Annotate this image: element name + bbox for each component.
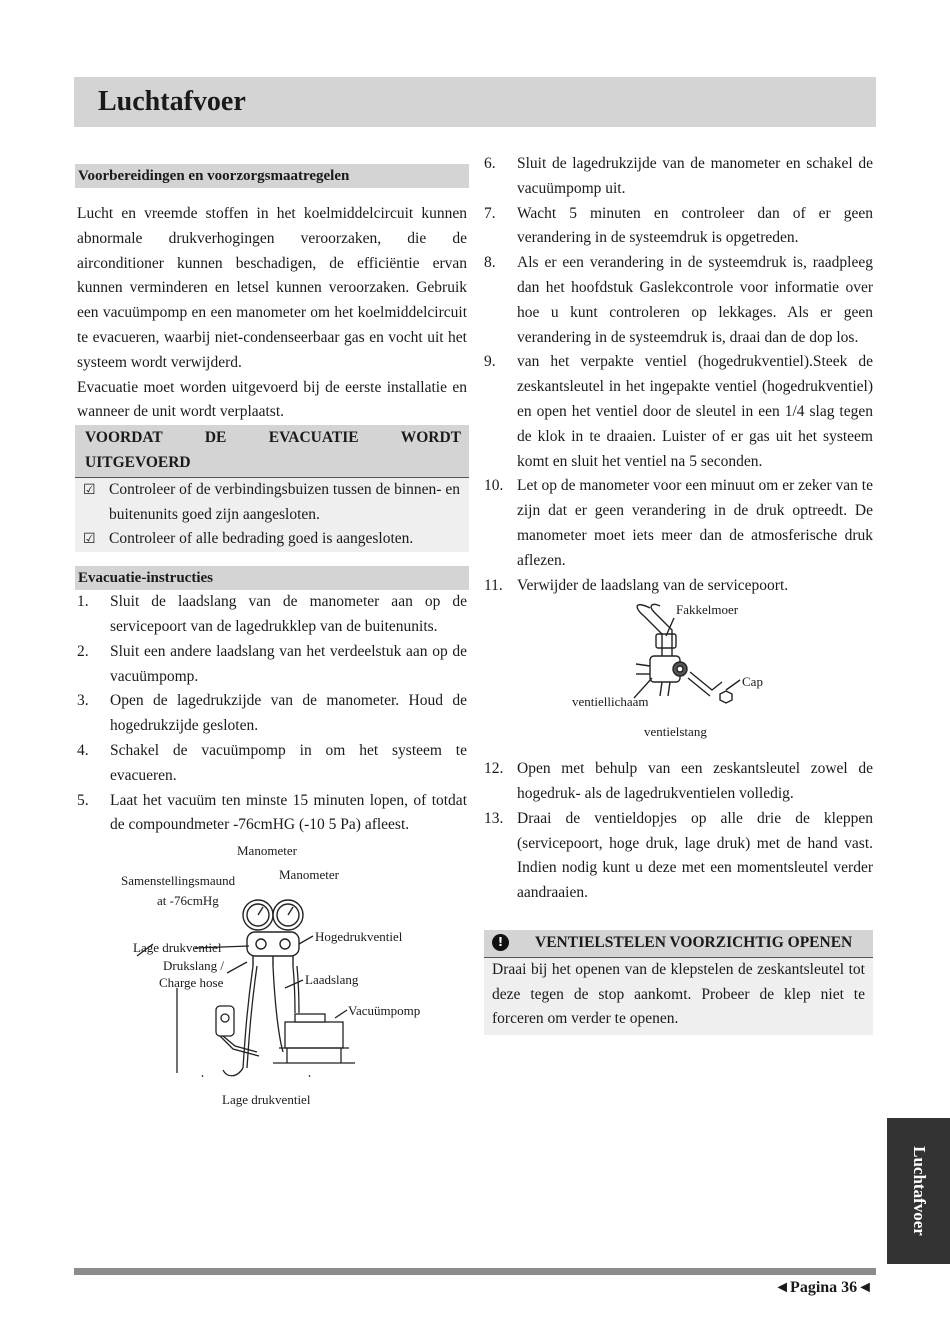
step-text: van het verpakte ventiel (hogedrukventiel).Steek de zeskantsleutel in het ingepakte ventiel (hogedrukventiel) en open het ventiel door de sleutel in een 1/4 slag tegen de klok in te draaien. Luister of er gas uit het systeem komt en sluit het ventiel na 5 seconden. bbox=[517, 353, 873, 470]
step-number: 9. bbox=[484, 353, 496, 371]
label-hose-2: Charge hose bbox=[159, 975, 224, 991]
check-item bbox=[75, 527, 469, 552]
label-low-pressure-valve: Lage drukventiel bbox=[133, 940, 222, 956]
title-bar bbox=[74, 77, 876, 127]
step-number: 8. bbox=[484, 254, 496, 272]
label-cap: Cap bbox=[742, 674, 763, 690]
page-number: ◄Pagina 36◄ bbox=[774, 1279, 873, 1296]
step-item bbox=[77, 640, 467, 690]
caution-text: Draai bij het openen van de klepstelen de zeskantsleutel tot deze tegen de stop aankomt. Probeer de klep niet te forceren om verder te openen. bbox=[492, 960, 865, 1028]
evacuation-steps bbox=[77, 590, 467, 838]
manifold-gauge-diagram bbox=[77, 838, 467, 1122]
step-item bbox=[484, 807, 873, 906]
step-item bbox=[77, 789, 467, 839]
label-manometer-right: Manometer bbox=[279, 867, 339, 883]
service-valve-shape bbox=[216, 1006, 234, 1036]
before-evacuation-heading-line1: VOORDAT DE EVACUATIE WORDT bbox=[85, 429, 461, 447]
section-heading-preparations: Voorbereidingen en voorzorgsmaatregelen bbox=[75, 164, 469, 188]
step-text: Open met behulp van een zeskantsleutel zowel de hogedruk- als de lagedrukventielen volledig. bbox=[517, 760, 873, 802]
side-chapter-tab bbox=[887, 1118, 950, 1264]
left-column bbox=[77, 164, 467, 1122]
checkbox-checked-icon: ☑ bbox=[83, 531, 96, 548]
manifold-body-shape bbox=[247, 932, 299, 956]
step-text: Sluit een andere laadslang van het verdeelstuk aan op de vacuümpomp. bbox=[110, 642, 467, 685]
vacuum-pump-shape bbox=[285, 1022, 343, 1048]
step-text: Draai de ventieldopjes op alle drie de kleppen (servicepoort, hoge druk, lage druk) met de hand vast. Indien nodig kunt u deze met een momentsleutel verder aandraaien. bbox=[517, 809, 873, 902]
label-manometer-top: Manometer bbox=[237, 843, 297, 859]
right-column bbox=[484, 152, 873, 1035]
step-item bbox=[77, 590, 467, 640]
step-item bbox=[484, 574, 873, 599]
step-text: Verwijder de laadslang van de servicepoort. bbox=[517, 576, 789, 594]
caution-heading bbox=[484, 930, 873, 958]
charge-hose-shape bbox=[273, 966, 283, 1052]
step-item bbox=[484, 152, 873, 202]
exclamation-icon: ! bbox=[492, 934, 509, 951]
step-text: Laat het vacuüm ten minste 15 minuten lopen, of totdat de compoundmeter -76cmHG (-10 5 Pa) afleest. bbox=[110, 791, 467, 834]
evacuation-steps-continued bbox=[484, 152, 873, 598]
section-heading-instructions: Evacuatie-instructies bbox=[75, 566, 469, 590]
checkbox-checked-icon: ☑ bbox=[83, 481, 96, 498]
step-text: Schakel de vacuümpomp in om het systeem te evacueren. bbox=[110, 741, 467, 784]
step-text: Als er een verandering in de systeemdruk is, raadpleeg dan het hoofdstuk Gaslekcontrole voor informatie over hoe u kunt controleren op lekkages. Als er geen verandering in de systeemdruk is, draai dan de dop los. bbox=[517, 254, 873, 346]
step-text: Open de lagedrukzijde van de manometer. Houd de hogedrukzijde gesloten. bbox=[110, 692, 467, 735]
evacuation-note: Evacuatie moet worden uitgevoerd bij de eerste installatie en wanneer de unit wordt verplaatst. bbox=[77, 378, 467, 421]
step-item bbox=[484, 350, 873, 474]
label-compound-gauge-1: Samenstellingsmaund bbox=[121, 873, 236, 889]
side-chapter-label: Luchtafvoer bbox=[909, 1146, 929, 1236]
before-evacuation-heading bbox=[75, 425, 469, 478]
before-evacuation-heading-line2: UITGEVOERD bbox=[85, 453, 191, 471]
step-item bbox=[484, 202, 873, 252]
step-text: Let op de manometer voor een minuut om er zeker van te zijn dat er geen verandering in de druk optreedt. De manometer moet iets meer dan de atmosferische druk aflezen. bbox=[517, 477, 873, 569]
step-text: Sluit de laadslang van de manometer aan op de servicepoort van de lagedrukklep van de buitenunits. bbox=[110, 593, 467, 635]
label-low-pressure-valve-bottom: Lage drukventiel bbox=[222, 1092, 311, 1108]
label-charge-hose: Laadslang bbox=[305, 972, 359, 988]
pipe-shape bbox=[637, 605, 662, 658]
label-valve-stem: ventielstang bbox=[644, 724, 707, 740]
step-number: 6. bbox=[484, 155, 496, 172]
step-number: 3. bbox=[77, 692, 89, 710]
label-compound-gauge-2: at -76cmHg bbox=[157, 893, 219, 909]
step-number: 10. bbox=[484, 477, 504, 495]
flare-nut-shape bbox=[656, 634, 676, 648]
step-number: 11. bbox=[484, 576, 503, 594]
footer-rule bbox=[74, 1268, 876, 1275]
label-flare-nut: Fakkelmoer bbox=[676, 602, 739, 618]
label-vacuum-pump: Vacuümpomp bbox=[348, 1003, 421, 1019]
caution-title: VENTIELSTELEN VOORZICHTIG OPENEN bbox=[535, 933, 853, 951]
label-valve-body: ventiellichaam bbox=[572, 694, 649, 710]
label-hose-1: Drukslang / bbox=[163, 958, 225, 974]
cap-shape bbox=[720, 691, 732, 703]
step-text: Wacht 5 minuten en controleer dan of er geen verandering in de systeemdruk is opgetreden. bbox=[517, 204, 873, 247]
caution-box bbox=[484, 930, 873, 1035]
step-item bbox=[77, 689, 467, 739]
valve-diagram bbox=[484, 598, 873, 757]
step-number: 13. bbox=[484, 809, 504, 827]
check-item bbox=[75, 478, 469, 528]
step-number: 7. bbox=[484, 204, 496, 222]
step-number: 5. bbox=[77, 791, 89, 809]
step-number: 12. bbox=[484, 760, 504, 778]
label-high-pressure-valve: Hogedrukventiel bbox=[315, 929, 403, 945]
check-item-text: Controleer of de verbindingsbuizen tussen de binnen- en buitenunits goed zijn aangesloten. bbox=[109, 480, 460, 523]
step-number: 2. bbox=[77, 642, 89, 660]
check-item-text: Controleer of alle bedrading goed is aangesloten. bbox=[109, 530, 414, 548]
step-number: 1. bbox=[77, 593, 89, 611]
step-item bbox=[77, 739, 467, 789]
step-item bbox=[484, 474, 873, 573]
intro-paragraph: Lucht en vreemde stoffen in het koelmiddelcircuit kunnen abnormale drukverhogingen veroorzaken, die de airconditioner kunnen beschadigen, de efficiëntie ervan kunnen verminderen en letsel kunnen veroorzaken. Gebruik een vacuümpomp en een manometer om het koelmiddelcircuit te evacueren, waarbij niet-condenseerbaar gas en vocht uit het systeem wordt verwijderd. bbox=[77, 205, 467, 371]
evacuation-steps-final bbox=[484, 757, 873, 906]
step-item bbox=[484, 757, 873, 807]
hex-key-shape bbox=[690, 672, 722, 690]
step-text: Sluit de lagedrukzijde van de manometer en schakel de vacuümpomp uit. bbox=[517, 155, 873, 197]
step-item bbox=[484, 251, 873, 350]
page-title: Luchtafvoer bbox=[98, 86, 246, 117]
step-number: 4. bbox=[77, 741, 89, 759]
before-evacuation-box bbox=[75, 425, 469, 552]
manifold-gauge-illustration bbox=[77, 838, 467, 1113]
valve-illustration bbox=[484, 598, 873, 748]
